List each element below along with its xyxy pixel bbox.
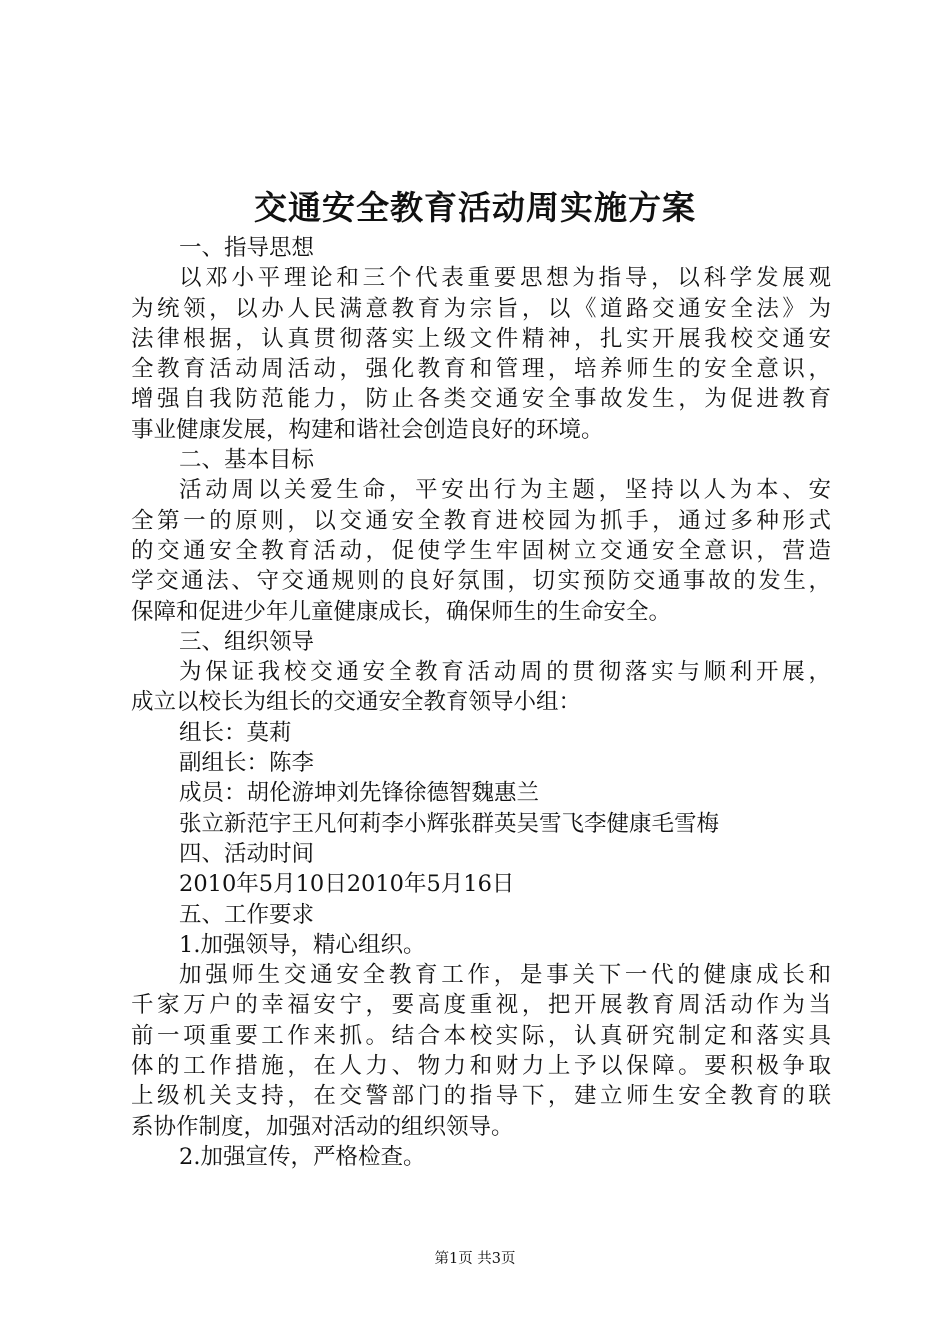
body-line: 全第一的原则，以交通安全教育进校园为抓手，通过多种形式 xyxy=(131,507,831,534)
body-line: 2010年5月10日2010年5月16日 xyxy=(179,871,515,898)
body-line: 体的工作措施，在人力、物力和财力上予以保障。要积极争取 xyxy=(131,1053,831,1080)
body-line: 为保证我校交通安全教育活动周的贯彻落实与顺利开展， xyxy=(179,659,831,686)
body-line: 三、组织领导 xyxy=(179,628,315,655)
body-line: 二、基本目标 xyxy=(179,447,315,474)
body-line: 四、活动时间 xyxy=(179,840,315,867)
document-title: 交通安全教育活动周实施方案 xyxy=(254,188,696,227)
body-line: 2.加强宣传，严格检查。 xyxy=(179,1143,426,1170)
body-line: 成立以校长为组长的交通安全教育领导小组： xyxy=(131,689,582,716)
body-line: 保障和促进少年儿童健康成长，确保师生的生命安全。 xyxy=(131,598,672,625)
body-line: 前一项重要工作来抓。结合本校实际，认真研究制定和落实具 xyxy=(131,1022,831,1049)
body-line: 增强自我防范能力，防止各类交通安全事故发生，为促进教育 xyxy=(131,386,831,413)
body-line: 成员：胡伦游坤刘先锋徐德智魏惠兰 xyxy=(179,780,540,807)
body-line: 活动周以关爱生命，平安出行为主题，坚持以人为本、安 xyxy=(179,477,831,504)
body-line: 的交通安全教育活动，促使学生牢固树立交通安全意识，营造 xyxy=(131,537,831,564)
body-line: 法律根据，认真贯彻落实上级文件精神，扎实开展我校交通安 xyxy=(131,325,831,352)
body-line: 全教育活动周活动，强化教育和管理，培养师生的安全意识， xyxy=(131,356,831,383)
body-line: 上级机关支持，在交警部门的指导下，建立师生安全教育的联 xyxy=(131,1083,831,1110)
body-line: 组长：莫莉 xyxy=(179,719,292,746)
body-line: 千家万户的幸福安宁，要高度重视，把开展教育周活动作为当 xyxy=(131,992,831,1019)
document-body xyxy=(131,233,831,1172)
body-line: 学交通法、守交通规则的良好氛围，切实预防交通事故的发生， xyxy=(131,568,831,595)
body-line: 系协作制度，加强对活动的组织领导。 xyxy=(131,1113,514,1140)
body-line: 加强师生交通安全教育工作，是事关下一代的健康成长和 xyxy=(179,962,831,989)
body-line: 五、工作要求 xyxy=(179,901,315,928)
body-line: 一、指导思想 xyxy=(179,235,315,261)
body-line: 副组长：陈李 xyxy=(179,750,315,777)
body-line: 为统领，以办人民满意教育为宗旨，以《道路交通安全法》为 xyxy=(131,295,831,322)
body-line: 1.加强领导，精心组织。 xyxy=(179,931,426,958)
body-line: 事业健康发展，构建和谐社会创造良好的环境。 xyxy=(131,416,604,443)
body-line: 以邓小平理论和三个代表重要思想为指导，以科学发展观 xyxy=(179,265,831,292)
body-line: 张立新范宇王凡何莉李小辉张群英吴雪飞李健康毛雪梅 xyxy=(179,810,720,837)
page-footer: 第1页 共3页 xyxy=(434,1251,516,1267)
